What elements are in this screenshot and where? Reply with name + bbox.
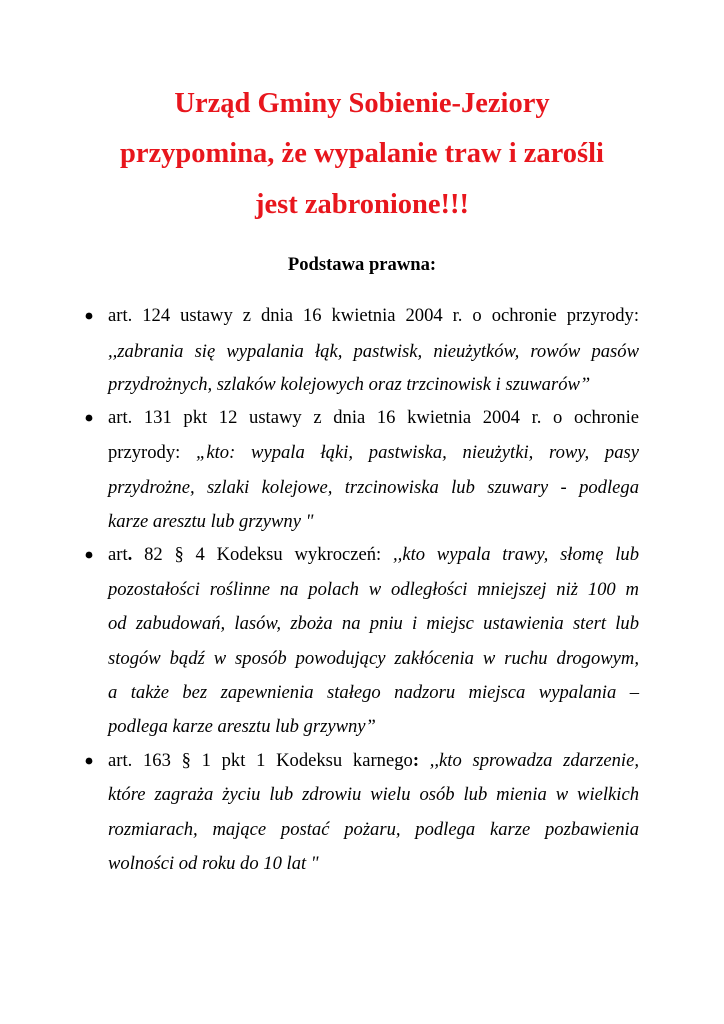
list-item-line <box>108 852 639 876</box>
bullet-dot-icon <box>84 413 94 423</box>
quote-text: karze aresztu lub grzywny " <box>108 511 314 532</box>
quote-text: podlega karze aresztu lub grzywny” <box>108 716 376 737</box>
list-item-line <box>108 510 639 534</box>
statute-text: art. 131 pkt 12 ustawy z dnia 16 kwietnia 2004 r. o ochronie <box>108 407 639 428</box>
bullet-dot-icon <box>84 311 94 321</box>
list-item-line <box>108 543 639 567</box>
quote-text: od zabudowań, lasów, zboża na pniu i miejsc ustawienia stert lub <box>108 613 639 634</box>
list-item-line <box>108 373 639 397</box>
heading-line-3: jest zabronione!!! <box>255 189 469 220</box>
legal-basis-heading: Podstawa prawna: <box>287 254 437 275</box>
statute-text: 82 § 4 Kodeksu wykroczeń: <box>132 544 394 565</box>
heading-line-1: Urząd Gminy Sobienie-Jeziory <box>174 88 550 119</box>
list-item-line <box>108 578 639 602</box>
list-item-line <box>108 304 639 328</box>
quote-text: przydrożne, szlaki kolejowe, trzcinowiska lub szuwary - podlega <box>108 477 639 498</box>
list-item-line <box>108 749 639 773</box>
quote-text: które zagraża życiu lub zdrowiu wielu osób lub mienia w wielkich <box>108 784 639 805</box>
quote-text: ,,kto wypala trawy, słomę lub <box>393 544 639 565</box>
list-item-line <box>108 441 639 465</box>
statute-text: . <box>127 544 133 565</box>
quote-text: wolności od roku do 10 lat " <box>108 853 319 874</box>
quote-text: pozostałości roślinne na polach w odległości mniejszej niż 100 m <box>108 579 639 600</box>
quote-text: „kto: wypala łąki, pastwiska, nieużytki, rowy, pasy <box>196 442 639 463</box>
list-item-line <box>108 818 639 842</box>
quote-text: przydrożnych, szlaków kolejowych oraz trzcinowisk i szuwarów” <box>108 374 591 395</box>
quote-text: a także bez zapewnienia stałego nadzoru miejsca wypalania – <box>108 682 639 703</box>
list-item-line <box>108 612 639 636</box>
bullet-dot-icon <box>84 756 94 766</box>
list-item-line <box>108 476 639 500</box>
list-item-line <box>108 340 639 364</box>
statute-text: przyrody: <box>108 442 197 463</box>
bullet-dot-icon <box>84 550 94 560</box>
statute-text: : <box>412 750 420 771</box>
statute-text: art. 163 § 1 pkt 1 Kodeksu karnego <box>108 750 413 771</box>
quote-text: ,,zabrania się wypalania łąk, pastwisk, nieużytków, rowów pasów <box>108 341 639 362</box>
list-item-line <box>108 715 639 739</box>
list-item-line <box>108 783 639 807</box>
list-item-line <box>108 681 639 705</box>
heading-line-2: przypomina, że wypalanie traw i zarośli <box>120 138 604 169</box>
list-item-line <box>108 406 639 430</box>
statute-text: art. 124 ustawy z dnia 16 kwietnia 2004 r. o ochronie przyrody: <box>108 305 639 326</box>
quote-text: rozmiarach, mające postać pożaru, podlega karze pozbawienia <box>108 819 639 840</box>
quote-text: ,,kto sprowadza zdarzenie, <box>419 750 640 771</box>
statute-text: art <box>108 544 128 565</box>
list-item-line <box>108 647 639 671</box>
quote-text: stogów bądź w sposób powodujący zakłócenia w ruchu drogowym, <box>108 648 639 669</box>
